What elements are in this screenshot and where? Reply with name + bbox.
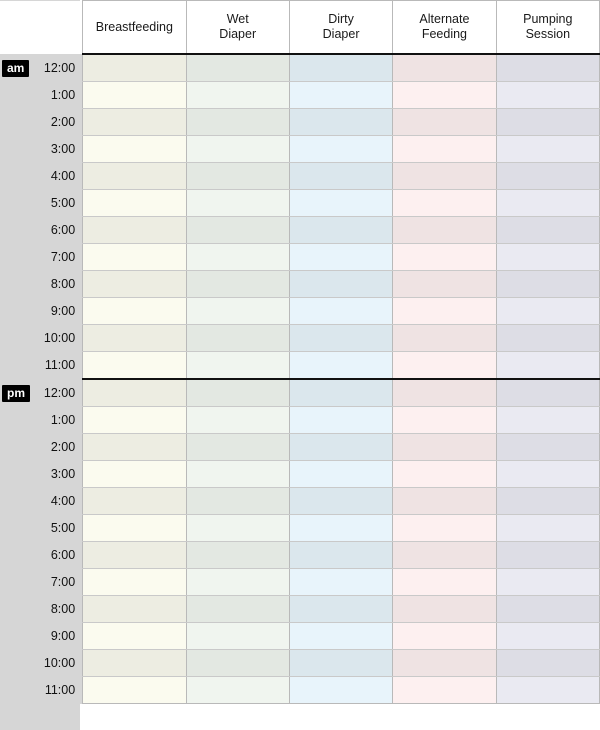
table-row	[0, 461, 600, 488]
time-label: 1:00	[33, 407, 83, 434]
cell-breastfeeding[interactable]	[83, 515, 186, 542]
cell-wet-diaper[interactable]	[186, 217, 289, 244]
cell-alternate-feeding[interactable]	[393, 623, 496, 650]
table-row	[0, 542, 600, 569]
table-row	[0, 434, 600, 461]
header-corner	[0, 1, 83, 55]
cell-dirty-diaper[interactable]	[289, 515, 392, 542]
period-cell	[0, 54, 33, 82]
cell-wet-diaper[interactable]	[186, 82, 289, 109]
cell-pumping-session[interactable]	[496, 82, 599, 109]
footer-left-grey	[0, 705, 80, 730]
cell-pumping-session[interactable]	[496, 623, 599, 650]
cell-alternate-feeding[interactable]	[393, 271, 496, 298]
cell-wet-diaper[interactable]	[186, 379, 289, 407]
period-cell	[0, 244, 33, 271]
table-row	[0, 298, 600, 325]
time-label: 8:00	[33, 596, 83, 623]
column-header-dirty-diaper-line1: Dirty	[328, 12, 354, 26]
cell-breastfeeding[interactable]	[83, 136, 186, 163]
cell-breastfeeding[interactable]	[83, 596, 186, 623]
column-header-wet-diaper-line1: Wet	[226, 12, 249, 26]
time-label: 2:00	[33, 434, 83, 461]
time-label: 10:00	[33, 650, 83, 677]
cell-wet-diaper[interactable]	[186, 407, 289, 434]
column-header-dirty-diaper	[289, 1, 392, 55]
column-header-pumping-session	[496, 1, 599, 55]
cell-breastfeeding[interactable]	[83, 217, 186, 244]
cell-pumping-session[interactable]	[496, 109, 599, 136]
cell-pumping-session[interactable]	[496, 190, 599, 217]
cell-wet-diaper[interactable]	[186, 298, 289, 325]
cell-breastfeeding[interactable]	[83, 244, 186, 271]
time-label: 4:00	[33, 488, 83, 515]
cell-wet-diaper[interactable]	[186, 596, 289, 623]
cell-pumping-session[interactable]	[496, 596, 599, 623]
cell-alternate-feeding[interactable]	[393, 434, 496, 461]
cell-wet-diaper[interactable]	[186, 136, 289, 163]
cell-breastfeeding[interactable]	[83, 407, 186, 434]
cell-pumping-session[interactable]	[496, 54, 599, 82]
column-header-dirty-diaper-line2: Diaper	[322, 27, 360, 41]
cell-alternate-feeding[interactable]	[393, 325, 496, 352]
cell-wet-diaper[interactable]	[186, 623, 289, 650]
cell-wet-diaper[interactable]	[186, 677, 289, 704]
cell-breastfeeding[interactable]	[83, 352, 186, 380]
cell-dirty-diaper[interactable]	[289, 650, 392, 677]
period-cell	[0, 271, 33, 298]
cell-alternate-feeding[interactable]	[393, 82, 496, 109]
cell-dirty-diaper[interactable]	[289, 163, 392, 190]
cell-alternate-feeding[interactable]	[393, 542, 496, 569]
cell-breastfeeding[interactable]	[83, 542, 186, 569]
cell-breastfeeding[interactable]	[83, 650, 186, 677]
cell-alternate-feeding[interactable]	[393, 190, 496, 217]
cell-breastfeeding[interactable]	[83, 163, 186, 190]
time-label: 9:00	[33, 623, 83, 650]
period-cell	[0, 623, 33, 650]
period-cell	[0, 677, 33, 704]
time-label: 7:00	[33, 569, 83, 596]
time-label: 5:00	[33, 515, 83, 542]
cell-dirty-diaper[interactable]	[289, 136, 392, 163]
footer-strip	[0, 705, 600, 730]
period-cell	[0, 650, 33, 677]
time-label: 6:00	[33, 217, 83, 244]
time-label: 11:00	[33, 677, 83, 704]
cell-breastfeeding[interactable]	[83, 677, 186, 704]
cell-pumping-session[interactable]	[496, 434, 599, 461]
cell-dirty-diaper[interactable]	[289, 596, 392, 623]
cell-dirty-diaper[interactable]	[289, 542, 392, 569]
cell-breastfeeding[interactable]	[83, 379, 186, 407]
cell-dirty-diaper[interactable]	[289, 623, 392, 650]
time-label: 2:00	[33, 109, 83, 136]
time-label: 12:00	[33, 379, 83, 407]
cell-dirty-diaper[interactable]	[289, 488, 392, 515]
cell-pumping-session[interactable]	[496, 569, 599, 596]
cell-alternate-feeding[interactable]	[393, 163, 496, 190]
table-header	[0, 1, 600, 55]
cell-breastfeeding[interactable]	[83, 488, 186, 515]
cell-breastfeeding[interactable]	[83, 82, 186, 109]
table-row	[0, 271, 600, 298]
cell-wet-diaper[interactable]	[186, 54, 289, 82]
period-cell	[0, 109, 33, 136]
cell-alternate-feeding[interactable]	[393, 352, 496, 380]
cell-breastfeeding[interactable]	[83, 623, 186, 650]
cell-dirty-diaper[interactable]	[289, 677, 392, 704]
time-label: 12:00	[33, 54, 83, 82]
table-row	[0, 217, 600, 244]
table-row	[0, 677, 600, 704]
table-row	[0, 163, 600, 190]
time-label: 4:00	[33, 163, 83, 190]
period-cell	[0, 488, 33, 515]
cell-pumping-session[interactable]	[496, 217, 599, 244]
cell-alternate-feeding[interactable]	[393, 217, 496, 244]
period-badge-pm: pm	[2, 385, 30, 402]
period-cell	[0, 569, 33, 596]
cell-dirty-diaper[interactable]	[289, 461, 392, 488]
table-row	[0, 244, 600, 271]
cell-dirty-diaper[interactable]	[289, 54, 392, 82]
cell-wet-diaper[interactable]	[186, 109, 289, 136]
period-cell	[0, 434, 33, 461]
table-row	[0, 325, 600, 352]
period-cell	[0, 136, 33, 163]
time-label: 1:00	[33, 82, 83, 109]
period-cell	[0, 352, 33, 380]
time-label: 8:00	[33, 271, 83, 298]
cell-dirty-diaper[interactable]	[289, 352, 392, 380]
cell-pumping-session[interactable]	[496, 298, 599, 325]
cell-alternate-feeding[interactable]	[393, 596, 496, 623]
cell-dirty-diaper[interactable]	[289, 434, 392, 461]
cell-dirty-diaper[interactable]	[289, 569, 392, 596]
cell-pumping-session[interactable]	[496, 461, 599, 488]
cell-alternate-feeding[interactable]	[393, 244, 496, 271]
table-row	[0, 352, 600, 380]
period-cell	[0, 379, 33, 407]
cell-alternate-feeding[interactable]	[393, 488, 496, 515]
cell-pumping-session[interactable]	[496, 488, 599, 515]
cell-dirty-diaper[interactable]	[289, 109, 392, 136]
cell-alternate-feeding[interactable]	[393, 569, 496, 596]
table-row	[0, 379, 600, 407]
cell-wet-diaper[interactable]	[186, 461, 289, 488]
table-row	[0, 623, 600, 650]
cell-wet-diaper[interactable]	[186, 352, 289, 380]
table-row	[0, 82, 600, 109]
cell-breastfeeding[interactable]	[83, 54, 186, 82]
period-cell	[0, 461, 33, 488]
cell-breastfeeding[interactable]	[83, 569, 186, 596]
cell-alternate-feeding[interactable]	[393, 461, 496, 488]
table-row	[0, 407, 600, 434]
cell-wet-diaper[interactable]	[186, 325, 289, 352]
table-row	[0, 650, 600, 677]
period-cell	[0, 163, 33, 190]
period-cell	[0, 298, 33, 325]
cell-pumping-session[interactable]	[496, 163, 599, 190]
time-label: 7:00	[33, 244, 83, 271]
cell-wet-diaper[interactable]	[186, 488, 289, 515]
period-cell	[0, 325, 33, 352]
cell-dirty-diaper[interactable]	[289, 82, 392, 109]
cell-alternate-feeding[interactable]	[393, 298, 496, 325]
time-label: 5:00	[33, 190, 83, 217]
cell-wet-diaper[interactable]	[186, 271, 289, 298]
period-badge-am: am	[2, 60, 29, 77]
cell-pumping-session[interactable]	[496, 271, 599, 298]
table-row	[0, 515, 600, 542]
cell-pumping-session[interactable]	[496, 244, 599, 271]
period-cell	[0, 515, 33, 542]
period-cell	[0, 542, 33, 569]
column-header-alternate-feeding-line2: Feeding	[421, 27, 468, 41]
table-row	[0, 190, 600, 217]
cell-pumping-session[interactable]	[496, 515, 599, 542]
table-row	[0, 54, 600, 82]
time-label: 6:00	[33, 542, 83, 569]
cell-alternate-feeding[interactable]	[393, 407, 496, 434]
column-header-alternate-feeding	[393, 1, 496, 55]
time-label: 11:00	[33, 352, 83, 380]
cell-dirty-diaper[interactable]	[289, 217, 392, 244]
cell-dirty-diaper[interactable]	[289, 407, 392, 434]
cell-wet-diaper[interactable]	[186, 434, 289, 461]
cell-wet-diaper[interactable]	[186, 542, 289, 569]
column-header-breastfeeding	[83, 1, 186, 55]
cell-breastfeeding[interactable]	[83, 109, 186, 136]
cell-wet-diaper[interactable]	[186, 569, 289, 596]
cell-alternate-feeding[interactable]	[393, 136, 496, 163]
cell-dirty-diaper[interactable]	[289, 325, 392, 352]
cell-alternate-feeding[interactable]	[393, 650, 496, 677]
column-header-wet-diaper	[186, 1, 289, 55]
cell-dirty-diaper[interactable]	[289, 244, 392, 271]
cell-breastfeeding[interactable]	[83, 271, 186, 298]
cell-breastfeeding[interactable]	[83, 434, 186, 461]
table-body	[0, 54, 600, 704]
table-row	[0, 596, 600, 623]
cell-pumping-session[interactable]	[496, 379, 599, 407]
table-row	[0, 569, 600, 596]
cell-breastfeeding[interactable]	[83, 325, 186, 352]
column-header-pumping-session-line2: Session	[525, 27, 571, 41]
column-header-breastfeeding-line1: Breastfeeding	[95, 19, 173, 34]
cell-alternate-feeding[interactable]	[393, 54, 496, 82]
table-row	[0, 136, 600, 163]
period-cell	[0, 82, 33, 109]
time-label: 9:00	[33, 298, 83, 325]
time-label: 3:00	[33, 136, 83, 163]
cell-wet-diaper[interactable]	[186, 650, 289, 677]
cell-alternate-feeding[interactable]	[393, 515, 496, 542]
table-row	[0, 488, 600, 515]
cell-pumping-session[interactable]	[496, 407, 599, 434]
time-label: 10:00	[33, 325, 83, 352]
cell-breastfeeding[interactable]	[83, 190, 186, 217]
period-cell	[0, 596, 33, 623]
period-cell	[0, 190, 33, 217]
cell-pumping-session[interactable]	[496, 352, 599, 380]
cell-pumping-session[interactable]	[496, 542, 599, 569]
cell-pumping-session[interactable]	[496, 136, 599, 163]
column-header-wet-diaper-line2: Diaper	[219, 27, 257, 41]
table-row	[0, 109, 600, 136]
cell-pumping-session[interactable]	[496, 677, 599, 704]
column-header-alternate-feeding-line1: Alternate	[419, 12, 470, 26]
cell-breastfeeding[interactable]	[83, 298, 186, 325]
cell-pumping-session[interactable]	[496, 650, 599, 677]
cell-wet-diaper[interactable]	[186, 163, 289, 190]
cell-wet-diaper[interactable]	[186, 244, 289, 271]
cell-dirty-diaper[interactable]	[289, 379, 392, 407]
cell-alternate-feeding[interactable]	[393, 379, 496, 407]
cell-alternate-feeding[interactable]	[393, 677, 496, 704]
period-cell	[0, 217, 33, 244]
cell-dirty-diaper[interactable]	[289, 298, 392, 325]
cell-dirty-diaper[interactable]	[289, 190, 392, 217]
column-header-pumping-session-line1: Pumping	[523, 12, 573, 26]
time-label: 3:00	[33, 461, 83, 488]
cell-breastfeeding[interactable]	[83, 461, 186, 488]
cell-wet-diaper[interactable]	[186, 190, 289, 217]
cell-dirty-diaper[interactable]	[289, 271, 392, 298]
header-row	[0, 1, 600, 55]
cell-alternate-feeding[interactable]	[393, 109, 496, 136]
cell-pumping-session[interactable]	[496, 325, 599, 352]
cell-wet-diaper[interactable]	[186, 515, 289, 542]
period-cell	[0, 407, 33, 434]
